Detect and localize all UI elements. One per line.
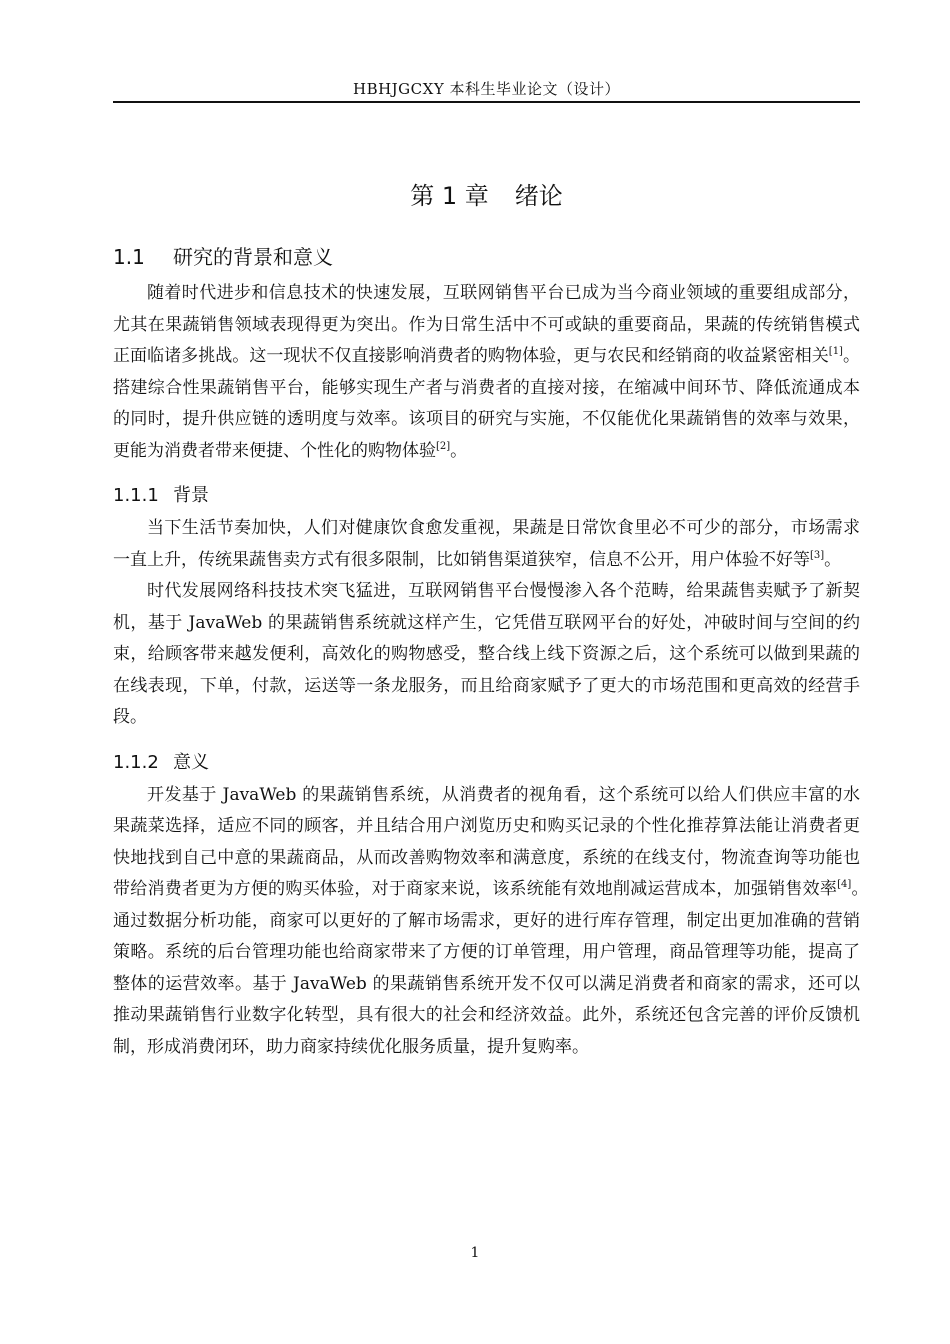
section-heading-1-1-1 — [113, 481, 860, 507]
citation-ref-4: [4] — [837, 879, 852, 890]
paragraph-text: 当下生活节奏加快，人们对健康饮食愈发重视，果蔬是日常饮食里必不可少的部分，市场需求一直上升，传统果蔬售卖方式有很多限制，比如销售渠道狭窄，信息不公开，用户体验不好等 — [113, 518, 860, 570]
section-heading-1-1 — [113, 241, 860, 270]
paragraph-text: 。 — [450, 440, 468, 461]
paragraph-text: 。搭建综合性果蔬销售平台，能够实现生产者与消费者的直接对接，在缩减中间环节、降低流通成本的同时，提升供应链的透明度与效率。该项目的研究与实施，不仅能优化果蔬销售的效率与效果，更能为消费者带来便捷、个性化的购物体验 — [113, 346, 861, 461]
paragraph-1-1-1-b: 时代发展网络科技技术突飞猛进，互联网销售平台慢慢渗入各个范畴，给果蔬售卖赋予了新契机，基于 JavaWeb 的果蔬销售系统就这样产生，它凭借互联网平台的好处，冲破时间与空间的约束，给顾客带来越发便利，高效化的购物感受，整合线上线下资源之后，这个系统可以做到果蔬的在线表现，下单，付款，运送等一条龙服务，而且给商家赋予了更大的市场范围和更高效的经营手段。 — [113, 581, 860, 727]
running-header: HBHJGCXY 本科生毕业论文（设计） — [352, 80, 620, 98]
paragraph-text: 。 通过数据分析功能，商家可以更好的了解市场需求，更好的进行库存管理，制定出更加准确的营销策略。系统的后台管理功能也给商家带来了方便的订单管理，用户管理，商品管理等功能，提高了整体的运营效率。基于 JavaWeb 的果蔬销售系统开发不仅可以满足消费者和商家的需求，还可以推动果蔬销售行业数字化转型，具有很大的社会和经济效益。此外，系统还包含完善的评价反馈机制，形成消费闭环，助力商家持续优化服务质量，提升复购率。 — [113, 879, 878, 1057]
paragraph-text: 随着时代进步和信息技术的快速发展，互联网销售平台已成为当今商业领域的重要组成部分，尤其在果蔬销售领域表现得更为突出。作为日常生活中不可或缺的重要商品，果蔬的传统销售模式正面临诸多挑战。这一现状不仅直接影响消费者的购物体验，更与农民和经销商的收益紧密相关 — [113, 283, 860, 366]
paragraph-1-1-1-a — [113, 513, 860, 576]
citation-ref-1: [1] — [828, 346, 843, 357]
chapter-title — [113, 176, 860, 211]
section-heading-1-1-2 — [113, 748, 860, 774]
section-number: 1.1 — [113, 245, 145, 269]
section-number: 1.1.2 — [113, 751, 159, 773]
citation-ref-2: [2] — [436, 440, 451, 452]
paragraph-text: 。 — [824, 549, 842, 570]
page-content — [113, 176, 878, 1063]
citation-ref-3: [3] — [810, 549, 825, 561]
header-rule — [113, 101, 860, 103]
section-number: 1.1.1 — [113, 485, 159, 506]
chapter-number: 第 1 章 — [410, 182, 489, 210]
chapter-name: 绪论 — [514, 182, 563, 210]
page-number: 1 — [470, 1245, 480, 1261]
section-title: 意义 — [173, 751, 209, 773]
section-title: 研究的背景和意义 — [173, 245, 333, 269]
section-title: 背景 — [173, 485, 209, 506]
paragraph-text: 开发基于 JavaWeb 的果蔬销售系统，从消费者的视角看，这个系统可以给人们供应丰富的水果蔬菜选择，适应不同的顾客，并且结合用户浏览历史和购买记录的个性化推荐算法能让消费者更快地找到自己中意的果蔬商品，从而改善购物效率和满意度，系统的在线支付，物流查询等功能也带给消费者更为方便的购买体验，对于商家来说，该系统能有效地削减运营成本，加强销售效率 — [113, 784, 860, 899]
paragraph-1-1 — [113, 278, 860, 467]
paragraph-1-1-2 — [113, 780, 878, 1064]
